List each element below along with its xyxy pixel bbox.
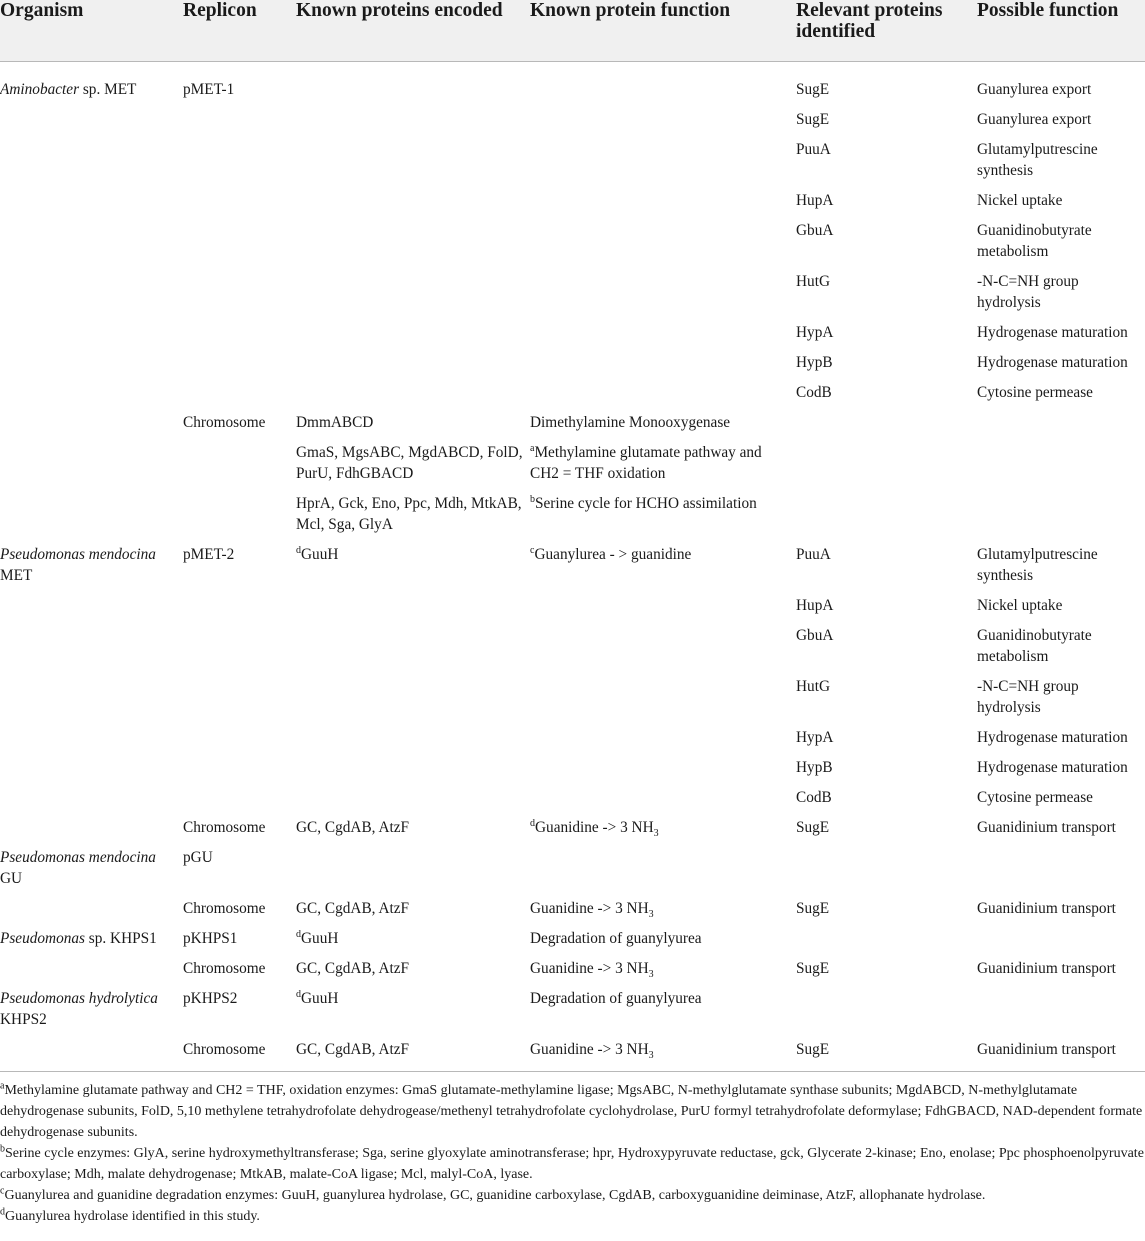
cell-replicon [183, 216, 296, 267]
replicon-text: pMET-2 [183, 546, 235, 563]
cell-known-function [530, 924, 796, 954]
known-function-text: Degradation of guanylyurea [530, 990, 702, 1007]
cell-possible-function [977, 621, 1145, 672]
cell-known-function [530, 135, 796, 186]
cell-known-function [530, 894, 796, 924]
cell-known-function [530, 378, 796, 408]
relevant-protein-text: PuuA [796, 546, 831, 563]
cell-possible-function [977, 924, 1145, 954]
cell-possible-function [977, 135, 1145, 186]
replicon-text: Chromosome [183, 414, 266, 431]
cell-organism [0, 378, 183, 408]
table-row [0, 753, 1145, 783]
cell-possible-function [977, 591, 1145, 621]
known-proteins-text: GC, CgdAB, AtzF [296, 819, 410, 836]
possible-function-text: Guanidinobutyrate metabolism [977, 222, 1092, 260]
header-known-function: Known protein function [530, 0, 796, 62]
table-row [0, 540, 1145, 591]
known-function-text: Methylamine glutamate pathway and CH2 = THF oxidation [530, 444, 762, 482]
table-header [0, 0, 1145, 62]
possible-function-text: -N-C=NH group hydrolysis [977, 273, 1079, 311]
cell-possible-function [977, 216, 1145, 267]
relevant-protein-text: HypB [796, 354, 833, 371]
cell-known-proteins [296, 1035, 530, 1072]
footnote-text: Methylamine glutamate pathway and CH2 = THF, oxidation enzymes: GmaS glutamate-methylamine ligase; MgsABC, N-methylglutamate synthase subunits; MgdABCD, N-methylglutamate dehydrogenase subunits, FolD, 5,10 methylene tetrahydrofolate dehydrogease/methenyl tetrahydrofolate cyclohydrolase, PurU formyl tetrahydrofolate deformylase; FdhGBACD, NAD-dependent formate dehydrogenase subunits. [0, 1083, 1143, 1140]
cell-possible-function [977, 894, 1145, 924]
footnote-mark: d [530, 817, 535, 829]
cell-replicon [183, 783, 296, 813]
cell-replicon [183, 813, 296, 843]
cell-known-proteins [296, 348, 530, 378]
cell-organism [0, 753, 183, 783]
footnote [0, 1143, 1145, 1185]
possible-function-text: Guanidinium transport [977, 960, 1116, 977]
cell-known-proteins [296, 672, 530, 723]
known-proteins-text: GmaS, MgsABC, MgdABCD, FolD, PurU, FdhGBACD [296, 444, 523, 482]
cell-known-proteins [296, 954, 530, 984]
cell-possible-function [977, 378, 1145, 408]
cell-possible-function [977, 438, 1145, 489]
known-proteins-text: GuuH [301, 930, 339, 947]
cell-possible-function [977, 62, 1145, 105]
relevant-protein-text: HupA [796, 597, 834, 614]
table-body [0, 62, 1145, 1072]
known-proteins-text: GC, CgdAB, AtzF [296, 1041, 410, 1058]
cell-known-proteins [296, 186, 530, 216]
cell-known-function [530, 1035, 796, 1072]
cell-organism [0, 894, 183, 924]
footnote [0, 1185, 1145, 1206]
cell-organism [0, 348, 183, 378]
relevant-protein-text: SugE [796, 81, 830, 98]
possible-function-text: Nickel uptake [977, 597, 1063, 614]
cell-known-function [530, 62, 796, 105]
table-row [0, 267, 1145, 318]
possible-function-text: Hydrogenase maturation [977, 759, 1128, 776]
table-row [0, 591, 1145, 621]
known-function-text: Degradation of guanylyurea [530, 930, 702, 947]
cell-possible-function [977, 843, 1145, 894]
cell-replicon [183, 894, 296, 924]
cell-organism [0, 540, 183, 591]
cell-relevant-proteins [796, 843, 977, 894]
cell-organism [0, 408, 183, 438]
footnote-mark: d [296, 988, 301, 1000]
cell-known-function [530, 348, 796, 378]
cell-possible-function [977, 408, 1145, 438]
header-possible-function: Possible function [977, 0, 1145, 62]
possible-function-text: Guanidinium transport [977, 900, 1116, 917]
cell-known-function [530, 216, 796, 267]
replicon-text: Chromosome [183, 900, 266, 917]
cell-known-proteins [296, 984, 530, 1035]
cell-organism [0, 438, 183, 489]
organism-strain: KHPS2 [0, 1011, 47, 1028]
possible-function-text: Guanylurea export [977, 81, 1092, 98]
cell-possible-function [977, 1035, 1145, 1072]
cell-known-proteins [296, 318, 530, 348]
cell-replicon [183, 489, 296, 540]
relevant-protein-text: HypA [796, 729, 834, 746]
cell-relevant-proteins [796, 105, 977, 135]
known-proteins-text: GuuH [301, 990, 339, 1007]
cell-replicon [183, 408, 296, 438]
cell-replicon [183, 135, 296, 186]
cell-replicon [183, 540, 296, 591]
relevant-protein-text: GbuA [796, 222, 834, 239]
cell-organism [0, 1035, 183, 1072]
table-row [0, 489, 1145, 540]
cell-replicon [183, 924, 296, 954]
table-row [0, 894, 1145, 924]
cell-known-function [530, 438, 796, 489]
cell-relevant-proteins [796, 753, 977, 783]
cell-known-proteins [296, 216, 530, 267]
cell-replicon [183, 318, 296, 348]
cell-organism [0, 984, 183, 1035]
cell-organism [0, 62, 183, 105]
cell-relevant-proteins [796, 672, 977, 723]
cell-known-function [530, 753, 796, 783]
relevant-protein-text: HypA [796, 324, 834, 341]
replicon-text: Chromosome [183, 1041, 266, 1058]
cell-organism [0, 105, 183, 135]
cell-organism [0, 813, 183, 843]
cell-known-function [530, 540, 796, 591]
cell-known-function [530, 318, 796, 348]
cell-relevant-proteins [796, 984, 977, 1035]
cell-relevant-proteins [796, 135, 977, 186]
table-row [0, 621, 1145, 672]
cell-possible-function [977, 984, 1145, 1035]
cell-known-proteins [296, 489, 530, 540]
footnote [0, 1206, 1145, 1227]
cell-relevant-proteins [796, 894, 977, 924]
possible-function-text: Glutamylputrescine synthesis [977, 546, 1098, 584]
cell-possible-function [977, 753, 1145, 783]
known-function-text: Dimethylamine Monooxygenase [530, 414, 731, 431]
cell-known-function [530, 621, 796, 672]
footnote-text: Guanylurea hydrolase identified in this study. [5, 1209, 260, 1224]
table-row [0, 216, 1145, 267]
subscript: 3 [648, 909, 654, 921]
cell-relevant-proteins [796, 783, 977, 813]
cell-known-function [530, 723, 796, 753]
cell-relevant-proteins [796, 348, 977, 378]
cell-organism [0, 783, 183, 813]
header-row [0, 0, 1145, 62]
relevant-protein-text: PuuA [796, 141, 831, 158]
cell-known-function [530, 267, 796, 318]
cell-known-proteins [296, 62, 530, 105]
cell-known-function [530, 408, 796, 438]
cell-relevant-proteins [796, 813, 977, 843]
table-row [0, 408, 1145, 438]
footnote-text: Serine cycle enzymes: GlyA, serine hydroxymethyltransferase; Sga, serine glyoxylate aminotransferase; hpr, Hydroxypyruvate reductase, gck, Glycerate 2-kinase; Eno, enolase; Ppc phosphoenolpyruvate carboxylase; Mdh, malate dehydrogenase; MtkAB, malate-CoA ligase; Mcl, malyl-CoA, lyase. [0, 1146, 1144, 1182]
table-row [0, 924, 1145, 954]
relevant-protein-text: HutG [796, 678, 830, 695]
possible-function-text: Guanylurea export [977, 111, 1092, 128]
relevant-protein-text: CodB [796, 384, 832, 401]
cell-relevant-proteins [796, 438, 977, 489]
cell-organism [0, 843, 183, 894]
replicon-text: Chromosome [183, 960, 266, 977]
cell-known-function [530, 813, 796, 843]
cell-possible-function [977, 348, 1145, 378]
cell-organism [0, 672, 183, 723]
cell-replicon [183, 62, 296, 105]
known-proteins-text: HprA, Gck, Eno, Ppc, Mdh, MtkAB, Mcl, Sga, GlyA [296, 495, 522, 533]
cell-relevant-proteins [796, 186, 977, 216]
cell-known-function [530, 489, 796, 540]
footnote-mark: c [0, 1185, 5, 1197]
known-function-text: Guanidine -> 3 NH [530, 900, 649, 917]
cell-possible-function [977, 954, 1145, 984]
cell-replicon [183, 438, 296, 489]
cell-possible-function [977, 186, 1145, 216]
known-proteins-text: GC, CgdAB, AtzF [296, 960, 410, 977]
cell-known-proteins [296, 894, 530, 924]
cell-known-proteins [296, 924, 530, 954]
cell-organism [0, 267, 183, 318]
cell-known-proteins [296, 540, 530, 591]
cell-organism [0, 954, 183, 984]
cell-replicon [183, 105, 296, 135]
cell-replicon [183, 591, 296, 621]
cell-possible-function [977, 105, 1145, 135]
relevant-protein-text: SugE [796, 111, 830, 128]
footnote-mark: d [296, 928, 301, 940]
cell-organism [0, 723, 183, 753]
relevant-protein-text: GbuA [796, 627, 834, 644]
cell-possible-function [977, 489, 1145, 540]
cell-possible-function [977, 540, 1145, 591]
cell-relevant-proteins [796, 591, 977, 621]
cell-organism [0, 186, 183, 216]
cell-replicon [183, 1035, 296, 1072]
cell-known-proteins [296, 783, 530, 813]
cell-known-proteins [296, 135, 530, 186]
cell-known-proteins [296, 438, 530, 489]
table-row [0, 135, 1145, 186]
table-row [0, 438, 1145, 489]
cell-organism [0, 591, 183, 621]
cell-possible-function [977, 783, 1145, 813]
cell-organism [0, 318, 183, 348]
cell-replicon [183, 954, 296, 984]
table-row [0, 672, 1145, 723]
table-row [0, 186, 1145, 216]
table-row [0, 348, 1145, 378]
cell-relevant-proteins [796, 954, 977, 984]
table-row [0, 1035, 1145, 1072]
footnote-mark: a [530, 442, 535, 454]
footnotes [0, 1072, 1145, 1227]
possible-function-text: Hydrogenase maturation [977, 324, 1128, 341]
cell-known-function [530, 783, 796, 813]
cell-relevant-proteins [796, 408, 977, 438]
cell-known-function [530, 672, 796, 723]
possible-function-text: Hydrogenase maturation [977, 354, 1128, 371]
footnote-mark: d [0, 1206, 5, 1218]
possible-function-text: Hydrogenase maturation [977, 729, 1128, 746]
cell-relevant-proteins [796, 621, 977, 672]
cell-possible-function [977, 813, 1145, 843]
cell-relevant-proteins [796, 489, 977, 540]
cell-known-proteins [296, 105, 530, 135]
possible-function-text: Nickel uptake [977, 192, 1063, 209]
cell-possible-function [977, 318, 1145, 348]
cell-relevant-proteins [796, 540, 977, 591]
cell-known-proteins [296, 267, 530, 318]
cell-replicon [183, 843, 296, 894]
cell-relevant-proteins [796, 318, 977, 348]
table-row [0, 62, 1145, 105]
known-function-text: Guanidine -> 3 NH [530, 1041, 649, 1058]
relevant-protein-text: HupA [796, 192, 834, 209]
footnote-mark: b [530, 493, 535, 505]
known-proteins-text: GC, CgdAB, AtzF [296, 900, 410, 917]
cell-relevant-proteins [796, 267, 977, 318]
organism-genus: Pseudomonas mendocina [0, 849, 156, 866]
relevant-protein-text: SugE [796, 819, 830, 836]
organism-strain: sp. MET [79, 81, 137, 98]
organism-genus: Pseudomonas [0, 930, 85, 947]
cell-replicon [183, 723, 296, 753]
subscript: 3 [648, 969, 654, 981]
cell-relevant-proteins [796, 1035, 977, 1072]
relevant-protein-text: SugE [796, 1041, 830, 1058]
cell-relevant-proteins [796, 723, 977, 753]
table-row [0, 378, 1145, 408]
footnote-mark: c [530, 544, 535, 556]
cell-possible-function [977, 672, 1145, 723]
cell-known-function [530, 186, 796, 216]
cell-known-proteins [296, 753, 530, 783]
table-row [0, 843, 1145, 894]
cell-known-proteins [296, 813, 530, 843]
cell-known-function [530, 984, 796, 1035]
possible-function-text: Guanidinium transport [977, 819, 1116, 836]
relevant-protein-text: SugE [796, 900, 830, 917]
organism-genus: Pseudomonas hydrolytica [0, 990, 158, 1007]
replicon-text: Chromosome [183, 819, 266, 836]
cell-replicon [183, 186, 296, 216]
footnote-mark: b [0, 1143, 5, 1155]
cell-known-proteins [296, 378, 530, 408]
cell-organism [0, 621, 183, 672]
table-row [0, 723, 1145, 753]
header-replicon: Replicon [183, 0, 296, 62]
organism-strain: GU [0, 870, 23, 887]
header-relevant-proteins: Relevant proteins identified [796, 0, 977, 62]
known-proteins-text: GuuH [301, 546, 339, 563]
cell-replicon [183, 378, 296, 408]
footnote-text: Guanylurea and guanidine degradation enzymes: GuuH, guanylurea hydrolase, GC, guanidine carboxylase, CgdAB, carboxyguanidine deiminase, AtzF, allophanate hydrolase. [4, 1188, 986, 1203]
cell-known-proteins [296, 408, 530, 438]
cell-replicon [183, 267, 296, 318]
replicon-text: pKHPS2 [183, 990, 238, 1007]
footnote-mark: a [0, 1080, 5, 1092]
cell-relevant-proteins [796, 378, 977, 408]
replicon-text: pGU [183, 849, 213, 866]
relevant-protein-text: HypB [796, 759, 833, 776]
known-function-text: Serine cycle for HCHO assimilation [535, 495, 757, 512]
table-row [0, 318, 1145, 348]
possible-function-text: -N-C=NH group hydrolysis [977, 678, 1079, 716]
relevant-protein-text: CodB [796, 789, 832, 806]
possible-function-text: Guanidinobutyrate metabolism [977, 627, 1092, 665]
cell-relevant-proteins [796, 924, 977, 954]
cell-organism [0, 216, 183, 267]
organism-genus: Pseudomonas mendocina [0, 546, 156, 563]
cell-replicon [183, 753, 296, 783]
cell-possible-function [977, 723, 1145, 753]
cell-known-function [530, 954, 796, 984]
known-function-text: Guanylurea - > guanidine [534, 546, 692, 563]
cell-relevant-proteins [796, 216, 977, 267]
cell-known-proteins [296, 591, 530, 621]
subscript: 3 [653, 828, 659, 840]
possible-function-text: Glutamylputrescine synthesis [977, 141, 1098, 179]
organism-strain: sp. KHPS1 [84, 930, 157, 947]
footnote-mark: d [296, 544, 301, 556]
table-row [0, 783, 1145, 813]
possible-function-text: Cytosine permease [977, 384, 1093, 401]
subscript: 3 [648, 1050, 654, 1062]
header-organism: Organism [0, 0, 183, 62]
cell-replicon [183, 348, 296, 378]
cell-relevant-proteins [796, 62, 977, 105]
cell-known-function [530, 105, 796, 135]
possible-function-text: Guanidinium transport [977, 1041, 1116, 1058]
cell-known-proteins [296, 723, 530, 753]
header-known-proteins: Known proteins encoded [296, 0, 530, 62]
known-proteins-text: DmmABCD [296, 414, 374, 431]
table-row [0, 105, 1145, 135]
cell-replicon [183, 672, 296, 723]
cell-organism [0, 924, 183, 954]
cell-known-function [530, 591, 796, 621]
replicon-text: pKHPS1 [183, 930, 238, 947]
table-row [0, 813, 1145, 843]
relevant-protein-text: HutG [796, 273, 830, 290]
possible-function-text: Cytosine permease [977, 789, 1093, 806]
table-row [0, 984, 1145, 1035]
replicon-text: pMET-1 [183, 81, 235, 98]
cell-known-proteins [296, 843, 530, 894]
table-row [0, 954, 1145, 984]
footnote [0, 1080, 1145, 1143]
relevant-protein-text: SugE [796, 960, 830, 977]
cell-replicon [183, 984, 296, 1035]
cell-known-function [530, 843, 796, 894]
cell-replicon [183, 621, 296, 672]
organism-genus: Aminobacter [0, 81, 80, 98]
cell-possible-function [977, 267, 1145, 318]
cell-organism [0, 135, 183, 186]
known-function-text: Guanidine -> 3 NH [535, 819, 654, 836]
cell-organism [0, 489, 183, 540]
organism-strain: MET [0, 567, 33, 584]
known-function-text: Guanidine -> 3 NH [530, 960, 649, 977]
cell-known-proteins [296, 621, 530, 672]
